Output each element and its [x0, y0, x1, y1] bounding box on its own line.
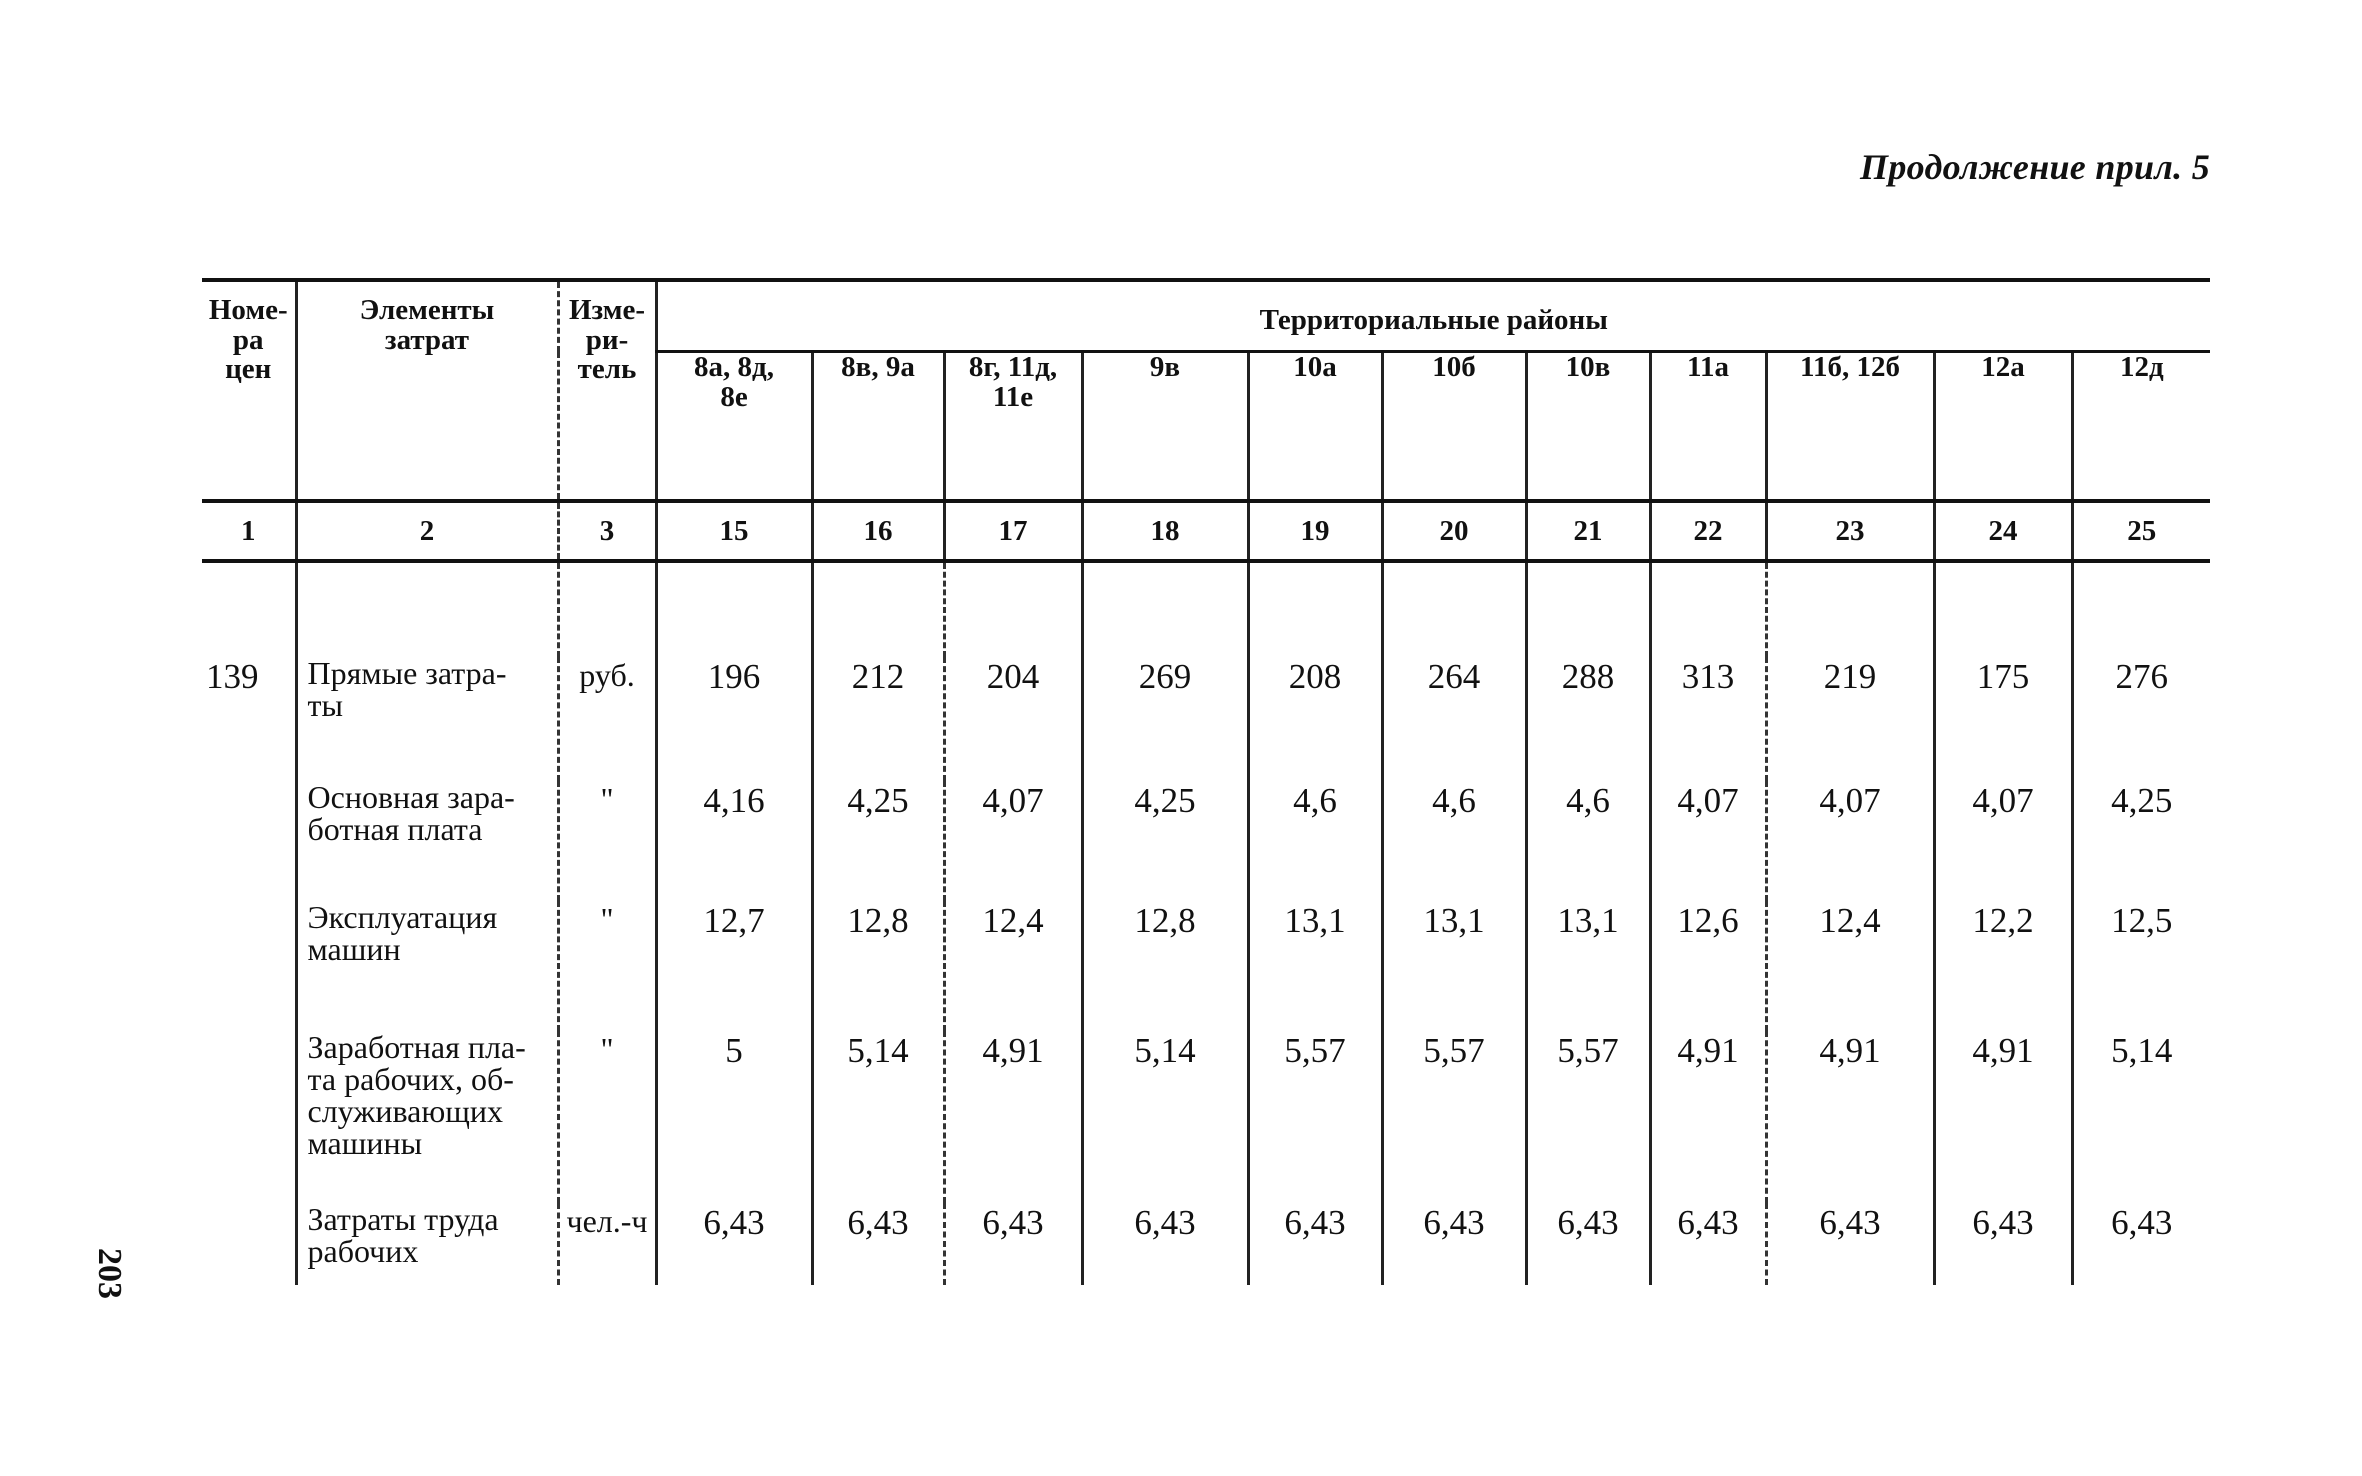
row-value: 4,16 [656, 781, 812, 901]
row-unit: " [558, 901, 656, 1031]
row-value: 6,43 [1248, 1203, 1382, 1285]
column-number: 24 [1934, 501, 2072, 561]
table-row [202, 901, 2210, 1031]
row-value: 4,6 [1526, 781, 1650, 901]
header-cost-elements-label: Элементы затрат [359, 294, 495, 356]
row-value: 4,25 [2072, 781, 2210, 901]
column-number: 17 [944, 501, 1082, 561]
column-number: 18 [1082, 501, 1248, 561]
cost-table [202, 278, 2210, 1285]
row-cost-element [296, 1031, 558, 1203]
row-cost-element-text: Затраты труда рабочих [307, 1201, 499, 1269]
row-value: 6,43 [1650, 1203, 1766, 1285]
row-value: 288 [1526, 657, 1650, 781]
row-value: 4,07 [1934, 781, 2072, 901]
region-label: 10а [1293, 351, 1337, 383]
region-label: 11а [1687, 351, 1729, 383]
row-value: 12,5 [2072, 901, 2210, 1031]
row-value: 12,2 [1934, 901, 2072, 1031]
region-header [1934, 352, 2072, 502]
row-value: 6,43 [944, 1203, 1082, 1285]
row-value: 204 [944, 657, 1082, 781]
row-value: 208 [1248, 657, 1382, 781]
column-number: 19 [1248, 501, 1382, 561]
row-value: 4,07 [944, 781, 1082, 901]
row-value: 13,1 [1526, 901, 1650, 1031]
region-header [1650, 352, 1766, 502]
row-value: 276 [2072, 657, 2210, 781]
region-header [656, 352, 812, 502]
region-label: 8в, 9а [841, 351, 915, 383]
row-value: 196 [656, 657, 812, 781]
region-label: 8г, 11д, 11е [968, 351, 1058, 413]
region-header [1082, 352, 1248, 502]
spacer-cell [1248, 561, 1382, 657]
region-header [1526, 352, 1650, 502]
spacer-cell [2072, 561, 2210, 657]
region-label: 10в [1565, 351, 1611, 383]
row-cost-element [296, 901, 558, 1031]
header-price-number [202, 280, 296, 501]
row-value: 4,91 [1934, 1031, 2072, 1203]
header-unit-label: Изме- ри- тель [568, 294, 646, 386]
row-price-number: 139 [206, 657, 259, 696]
row-value: 6,43 [1766, 1203, 1934, 1285]
row-value: 5 [656, 1031, 812, 1203]
row-value: 5,14 [2072, 1031, 2210, 1203]
row-unit: " [558, 1031, 656, 1203]
region-header [1248, 352, 1382, 502]
row-value: 12,4 [944, 901, 1082, 1031]
region-header [2072, 352, 2210, 502]
column-number: 22 [1650, 501, 1766, 561]
row-value: 4,07 [1766, 781, 1934, 901]
row-value: 6,43 [1526, 1203, 1650, 1285]
row-value: 5,57 [1382, 1031, 1526, 1203]
row-value: 4,91 [944, 1031, 1082, 1203]
region-label: 12а [1981, 351, 2025, 383]
row-value: 13,1 [1248, 901, 1382, 1031]
row-value: 269 [1082, 657, 1248, 781]
row-value: 313 [1650, 657, 1766, 781]
header-price-number-label: Номе- ра цен [208, 294, 288, 386]
row-value: 6,43 [656, 1203, 812, 1285]
table-body [202, 561, 2210, 1285]
region-header [944, 352, 1082, 502]
row-value: 264 [1382, 657, 1526, 781]
column-number-row [202, 501, 2210, 561]
row-value: 4,25 [812, 781, 944, 901]
spacer-cell [1766, 561, 1934, 657]
row-cost-element [296, 1203, 558, 1285]
header-unit [558, 280, 656, 501]
region-label: 12д [2119, 351, 2164, 383]
continuation-note: Продолжение прил. 5 [1860, 147, 2210, 187]
spacer-cell [656, 561, 812, 657]
row-value: 6,43 [1382, 1203, 1526, 1285]
row-value: 6,43 [2072, 1203, 2210, 1285]
table-row [202, 657, 2210, 781]
row-value: 212 [812, 657, 944, 781]
row-value: 4,91 [1766, 1031, 1934, 1203]
region-header [1766, 352, 1934, 502]
row-value: 5,57 [1526, 1031, 1650, 1203]
row-value: 4,6 [1382, 781, 1526, 901]
header-territorial-regions: Территориальные районы [656, 280, 2210, 352]
column-number: 3 [558, 501, 656, 561]
row-price-number [202, 901, 296, 1031]
region-label: 11б, 12б [1800, 351, 1900, 383]
column-number: 15 [656, 501, 812, 561]
region-label: 9в [1149, 351, 1181, 383]
column-number: 21 [1526, 501, 1650, 561]
header-cost-elements [296, 280, 558, 501]
row-value: 6,43 [1934, 1203, 2072, 1285]
spacer-cell [558, 561, 656, 657]
row-value: 6,43 [1082, 1203, 1248, 1285]
spacer-cell [1526, 561, 1650, 657]
column-number: 2 [296, 501, 558, 561]
row-value: 12,8 [812, 901, 944, 1031]
row-value: 4,07 [1650, 781, 1766, 901]
row-value: 12,6 [1650, 901, 1766, 1031]
row-value: 12,4 [1766, 901, 1934, 1031]
region-header [812, 352, 944, 502]
row-unit: " [558, 781, 656, 901]
row-cost-element-text: Заработная пла- та рабочих, об- служивающих машины [307, 1029, 526, 1161]
row-unit: чел.-ч [558, 1203, 656, 1285]
row-cost-element-text: Эксплуатация машин [307, 899, 498, 967]
spacer-cell [296, 561, 558, 657]
page-number: 203 [91, 1248, 128, 1299]
spacer-cell [1382, 561, 1526, 657]
row-cost-element-text: Прямые затра- ты [307, 655, 507, 723]
table-row [202, 781, 2210, 901]
spacer-cell [1650, 561, 1766, 657]
spacer-cell [202, 561, 296, 657]
row-value: 219 [1766, 657, 1934, 781]
row-cost-element-text: Основная зара- ботная плата [307, 779, 515, 847]
row-cost-element [296, 657, 558, 781]
column-number: 1 [202, 501, 296, 561]
row-value: 5,14 [1082, 1031, 1248, 1203]
row-value: 4,91 [1650, 1031, 1766, 1203]
row-price-number [202, 1031, 296, 1203]
region-label: 8а, 8д, 8е [694, 351, 774, 413]
table-row [202, 1203, 2210, 1285]
spacer-cell [944, 561, 1082, 657]
region-header [1382, 352, 1526, 502]
row-value: 4,25 [1082, 781, 1248, 901]
spacer-cell [1934, 561, 2072, 657]
row-value: 12,8 [1082, 901, 1248, 1031]
row-value: 175 [1934, 657, 2072, 781]
row-cost-element [296, 781, 558, 901]
column-number: 25 [2072, 501, 2210, 561]
row-value: 5,57 [1248, 1031, 1382, 1203]
table-row [202, 1031, 2210, 1203]
spacer-cell [812, 561, 944, 657]
row-price-number [202, 781, 296, 901]
region-label: 10б [1432, 351, 1476, 383]
column-number: 20 [1382, 501, 1526, 561]
spacer-cell [1082, 561, 1248, 657]
row-value: 12,7 [656, 901, 812, 1031]
spacer-row [202, 561, 2210, 657]
column-number: 23 [1766, 501, 1934, 561]
column-number: 16 [812, 501, 944, 561]
row-value: 13,1 [1382, 901, 1526, 1031]
row-unit: руб. [558, 657, 656, 781]
row-value: 4,6 [1248, 781, 1382, 901]
row-value: 6,43 [812, 1203, 944, 1285]
row-price-number [202, 1203, 296, 1285]
row-value: 5,14 [812, 1031, 944, 1203]
